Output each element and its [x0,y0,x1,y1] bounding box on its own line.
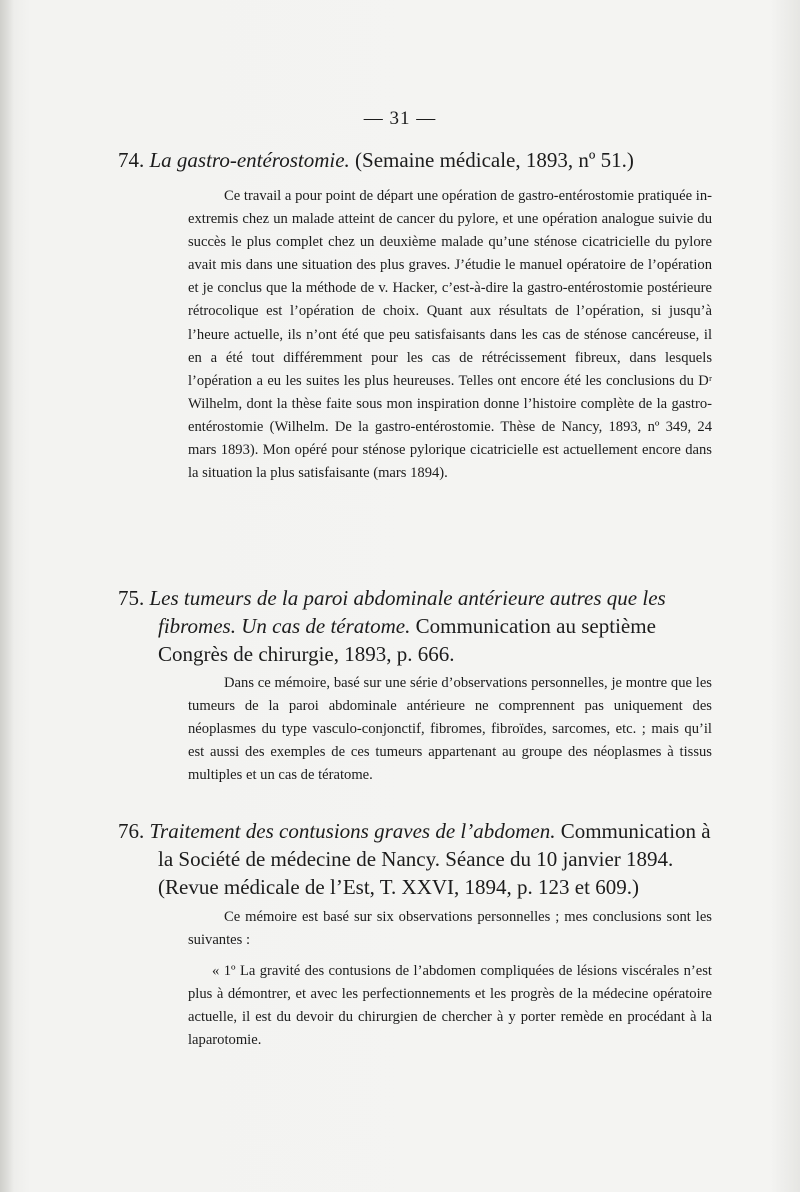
entry-76-paragraph-1: Ce mémoire est basé sur six observations personnelles ; mes conclusions sont les suivantes : [188,909,712,949]
entry-76-title: Traitement des contusions graves de l’abdomen. [149,819,556,843]
entry-76-reference-line-1: Communication à [560,819,711,843]
entry-75-title-line-2: fibromes. Un cas de tératome. [158,614,411,638]
entry-75-number: 75. [118,586,145,610]
entry-75-body [188,672,712,787]
entry-76-heading-line-2 [118,845,711,873]
entry-75-heading-line-3 [118,640,666,668]
entry-76-heading [118,817,711,901]
entry-74-reference: (Semaine médicale, 1893, nº 51.) [355,148,634,172]
entry-75-title-line-1: Les tumeurs de la paroi abdominale antérieure autres que les [149,586,666,610]
entry-74-paragraph: Ce travail a pour point de départ une opération de gastro-entérostomie pratiquée in-extremis chez un malade atteint de cancer du pylore, et une opération analogue suivie du succès le plus complet chez un deuxième malade qu’une sténose cicatricielle du pylore avait mis dans une situation des plus graves. J’étudie le manuel opératoire de l’opération et je conclus que la méthode de v. Hacker, c’est-à-dire la gastro-entérostomie postérieure rétrocolique est l’opération de choix. Quant aux résultats de l’opération, si jusqu’à l’heure actuelle, ils n’ont été que peu satisfaisants dans les cas de sténose cancéreuse, il en a été tout différemment pour les cas de rétrécissement fibreux, dans lesquels l’opération a eu les suites les plus heureuses. Telles ont encore été les conclusions du Dʳ Wilhelm, dont la thèse faite sous mon inspiration donne l’histoire complète de la gastro-entérostomie (Wilhelm. De la gastro-entérostomie. Thèse de Nancy, 1893, nº 349, 24 mars 1893). Mon opéré pour sténose pylorique cicatricielle est actuellement encore dans la situation la plus satisfaisante (mars 1894). [188,188,712,482]
entry-74-heading [118,146,634,174]
entry-75-heading-line-1 [118,584,666,612]
entry-76-number: 76. [118,819,145,843]
entry-75-reference-line-2: Communication au septième [415,614,656,638]
page-number: — 31 — [363,108,437,129]
entry-76-reference-line-3: (Revue médicale de l’Est, T. XXVI, 1894, p. 123 et 609.) [158,875,639,899]
entry-76-heading-line-3 [118,873,711,901]
entry-76-paragraph-2: « 1º La gravité des contusions de l’abdomen compliquées de lésions viscérales n’est plus à démontrer, et avec les perfectionnements et les progrès de la médecine opératoire actuelle, il est du devoir du chirurgien de chercher à y porter remède en procédant à la laparotomie. [188,963,712,1049]
entry-76-reference-line-2: la Société de médecine de Nancy. Séance du 10 janvier 1894. [158,847,674,871]
entry-76-heading-line-1 [118,817,711,845]
entry-75-paragraph: Dans ce mémoire, basé sur une série d’observations personnelles, je montre que les tumeurs de la paroi abdominale antérieure ne comprennent pas uniquement des néoplasmes du type vasculo-conjonctif, fibromes, fibroïdes, sarcomes, etc. ; mais qu’il est aussi des exemples de ces tumeurs appartenant au groupe des néoplasmes à tissus multiples et un cas de tératome. [188,675,712,784]
entry-74-title: La gastro-entérostomie. [149,148,350,172]
entry-76-body [188,906,712,1053]
entry-75-heading-line-2 [118,612,666,640]
entry-74-number: 74. [118,148,145,172]
entry-74-body [188,185,712,485]
entry-75-heading [118,584,666,668]
page-shadow-edge [0,0,14,1192]
entry-75-reference-line-3: Congrès de chirurgie, 1893, p. 666. [158,642,455,666]
